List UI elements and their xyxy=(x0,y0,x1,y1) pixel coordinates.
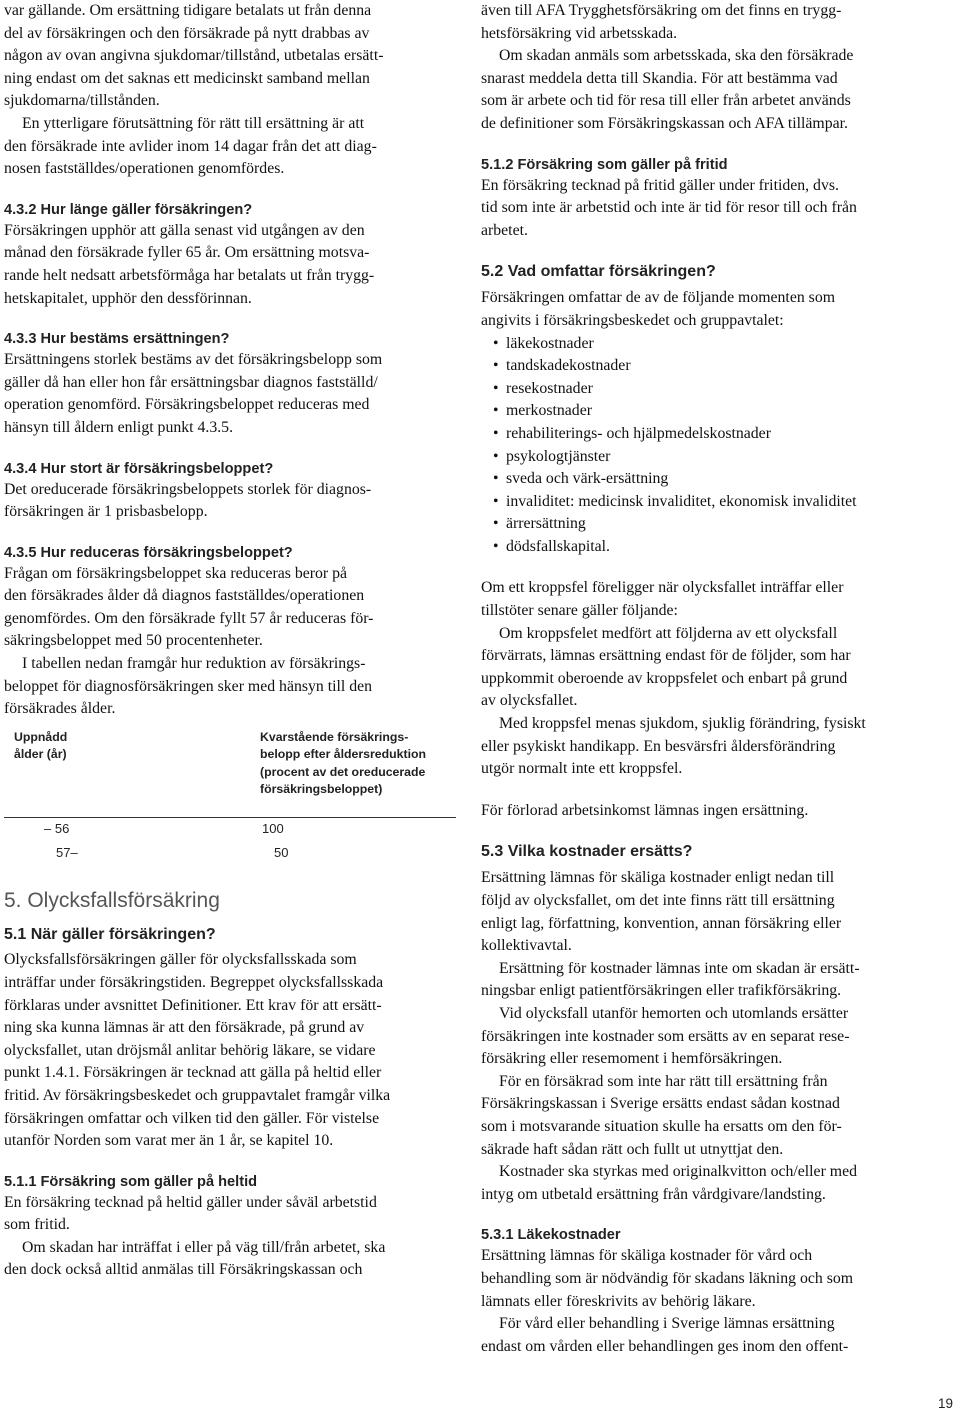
section-heading-5-1-1: 5.1.1 Försäkring som gäller på heltid xyxy=(4,1173,258,1190)
paragraph: Försäkringen upphör att gälla senast vid utgången av den månad den försäkrade fyller 65 år. Om ersättning motsva- rande helt nedsatt arbetsförmåga har betalats ut från trygg- hetskapitalet, upphör den dessförinnan. xyxy=(4,221,375,307)
list-item: • resekostnader xyxy=(493,378,933,401)
paragraph: även till AFA Trygghetsförsäkring om det finns en trygg- hetsförsäkring vid arbetsskada. xyxy=(481,2,842,42)
list-item: • psykologtjänster xyxy=(493,446,933,469)
list-item: • invaliditet: medicinsk invaliditet, ekonomisk invaliditet xyxy=(493,491,933,514)
list-item: • rehabiliterings- och hjälpmedelskostnader xyxy=(493,423,933,446)
paragraph: En försäkring tecknad på heltid gäller under såväl arbetstid som fritid. xyxy=(4,1193,377,1234)
table-cell-age: 57– xyxy=(56,845,78,861)
section-heading-5-1: 5.1 När gäller försäkringen? xyxy=(4,926,216,944)
reduction-table-header xyxy=(4,729,450,817)
section-heading-5-1-2: 5.1.2 Försäkring som gäller på fritid xyxy=(481,156,728,173)
section-heading-5-3: 5.3 Vilka kostnader ersätts? xyxy=(481,843,693,861)
paragraph: Frågan om försäkringsbeloppet ska reduceras beror på den försäkrades ålder då diagnos fastställdes/operationen genomfördes. Om den försäkrade fyllt 57 år reduceras för- säkringsbeloppet med 50 procentenheter. xyxy=(4,564,374,650)
paragraph: var gällande. Om ersättning tidigare betalats ut från denna del av försäkringen och den försäkrade på nytt drabbas av någon av ovan angivna sjukdomar/tillstånd, utbetalas ersätt- ning endast om det saknas ett medicinskt samband mellan sjukdomarna/tillstånden. xyxy=(4,2,384,110)
table-row xyxy=(4,842,450,866)
paragraph: Om skadan anmäls som arbetsskada, ska den försäkrade snarast meddela detta till Skandia. För att bestämma vad som är arbete och tid för resa till eller från arbetet används de definitioner som Försäkringskassan och AFA tillämpar. xyxy=(481,47,854,132)
table-cell-percent: 50 xyxy=(274,845,289,861)
paragraph: Om kroppsfelet medfört att följderna av ett olycksfall förvärrats, lämnas ersättning endast för de följder, som har uppkommit oberoende av kroppsfelet och enbart på grund av olycksfallet. xyxy=(481,624,851,710)
right-column xyxy=(481,0,933,1358)
list-item: • sveda och värk-ersättning xyxy=(493,468,933,491)
paragraph: Det oreducerade försäkringsbeloppets storlek för diagnos- försäkringen är 1 prisbasbelopp. xyxy=(4,480,372,521)
paragraph: Med kroppsfel menas sjukdom, sjuklig förändring, fysiskt eller psykiskt handikapp. En besvärsfri åldersförändring utgör normalt inte ett kroppsfel. xyxy=(481,715,866,778)
list-item: • merkostnader xyxy=(493,400,933,423)
paragraph: I tabellen nedan framgår hur reduktion av försäkrings- beloppet för diagnosförsäkringen sker med hänsyn till den försäkrades ålder. xyxy=(4,655,373,718)
section-heading-5-2: 5.2 Vad omfattar försäkringen? xyxy=(481,263,716,281)
paragraph: Kostnader ska styrkas med originalkvitton och/eller med intyg om utbetald ersättning från vårdgivare/landsting. xyxy=(481,1163,857,1203)
paragraph: För vård eller behandling i Sverige lämnas ersättning endast om vården eller behandlingen ges inom den offent- xyxy=(481,1315,849,1355)
table-cell-percent: 100 xyxy=(262,821,284,837)
list-item: • ärrersättning xyxy=(493,513,933,536)
paragraph: Ersättningens storlek bestäms av det försäkringsbelopp som gäller då han eller hon får ersättningsbar diagnos fastställd/ operation genomförd. Försäkringsbeloppet reduceras med hänsyn till åldern enligt punkt 4.3.5. xyxy=(4,351,383,436)
page-number: 19 xyxy=(938,1396,954,1411)
paragraph: För en försäkrad som inte har rätt till ersättning från Försäkringskassan i Sverige ersätts endast sådan kostnad som i motsvarande situation skulle ha ersatts om den för- säkrade haft sådan rätt och fullt ut utnyttjat den. xyxy=(481,1072,842,1158)
section-heading-5-3-1: 5.3.1 Läkekostnader xyxy=(481,1227,621,1244)
table-header-age: Uppnådd ålder (år) xyxy=(14,729,68,762)
section-heading-4-3-3: 4.3.3 Hur bestäms ersättningen? xyxy=(4,331,230,348)
list-item: • dödsfallskapital. xyxy=(493,536,933,559)
table-cell-age: – 56 xyxy=(44,821,70,837)
paragraph: Om skadan har inträffat i eller på väg till/från arbetet, ska den dock också alltid anmälas till Försäkringskassan och xyxy=(4,1238,386,1279)
table-row xyxy=(4,818,450,842)
paragraph: Vid olycksfall utanför hemorten och utomlands ersätter försäkringen inte kostnader som ersätts av en separat rese- försäkring eller resemoment i hemförsäkringen. xyxy=(481,1004,850,1068)
paragraph: Om ett kroppsfel föreligger när olycksfallet inträffar eller tillstöter senare gäller följande: xyxy=(481,579,844,620)
coverage-list xyxy=(481,333,933,559)
paragraph: Olycksfallsförsäkringen gäller för olycksfallsskada som inträffar under försäkringstiden. Begreppet olycksfallsskada förklaras under avsnittet Definitioner. Ett krav för att ersätt- ning ska kunna lämnas är att den försäkrade, på grund av olycksfallet, utan dröjsmål anlitar behörig läkare, se vidare punkt 1.4.1. Försäkringen är tecknad att gälla på heltid eller fritid. Av försäkringsbeskedet och gruppavtalet framgår vilka försäkringen omfattar och vilken tid den gäller. För vistelse utanför Norden som varat mer än 1 år, se kapitel 10. xyxy=(4,951,391,1150)
paragraph: Ersättning för kostnader lämnas inte om skadan är ersätt- ningsbar enligt patientförsäkringen eller trafikförsäkring. xyxy=(481,959,860,1000)
section-heading-4-3-2: 4.3.2 Hur länge gäller försäkringen? xyxy=(4,201,253,218)
table-header-remaining-amount: Kvarstående försäkrings- belopp efter åldersreduktion (procent av det oreducerade försäkringsbeloppet) xyxy=(260,729,427,797)
section-heading-4-3-5: 4.3.5 Hur reduceras försäkringsbeloppet? xyxy=(4,544,293,561)
paragraph: Försäkringen omfattar de av de följande momenten som angivits i försäkringsbeskedet och gruppavtalet: xyxy=(481,289,836,329)
paragraph: En ytterligare förutsättning för rätt till ersättning är att den försäkrade inte avlider inom 14 dagar från det att diag- nosen fastställdes/operationen genomfördes. xyxy=(4,114,377,178)
paragraph: En försäkring tecknad på fritid gäller under fritiden, dvs. tid som inte är arbetstid och inte är tid för resor till och från arbetet. xyxy=(481,176,857,239)
paragraph: För förlorad arbetsinkomst lämnas ingen ersättning. xyxy=(481,801,809,819)
section-heading-4-3-4: 4.3.4 Hur stort är försäkringsbeloppet? xyxy=(4,460,274,477)
list-item: • läkekostnader xyxy=(493,333,933,356)
chapter-heading-5: 5. Olycksfallsförsäkring xyxy=(4,889,220,913)
list-item: • tandskadekostnader xyxy=(493,355,933,378)
paragraph: Ersättning lämnas för skäliga kostnader för vård och behandling som är nödvändig för skadans läkning och som lämnats eller föreskrivits av behörig läkare. xyxy=(481,1247,854,1310)
paragraph: Ersättning lämnas för skäliga kostnader enligt nedan till följd av olycksfallet, om det inte finns rätt till ersättning enligt lag, författning, konvention, annan försäkring eller kollektivavtal. xyxy=(481,869,842,955)
left-column xyxy=(4,0,450,1282)
